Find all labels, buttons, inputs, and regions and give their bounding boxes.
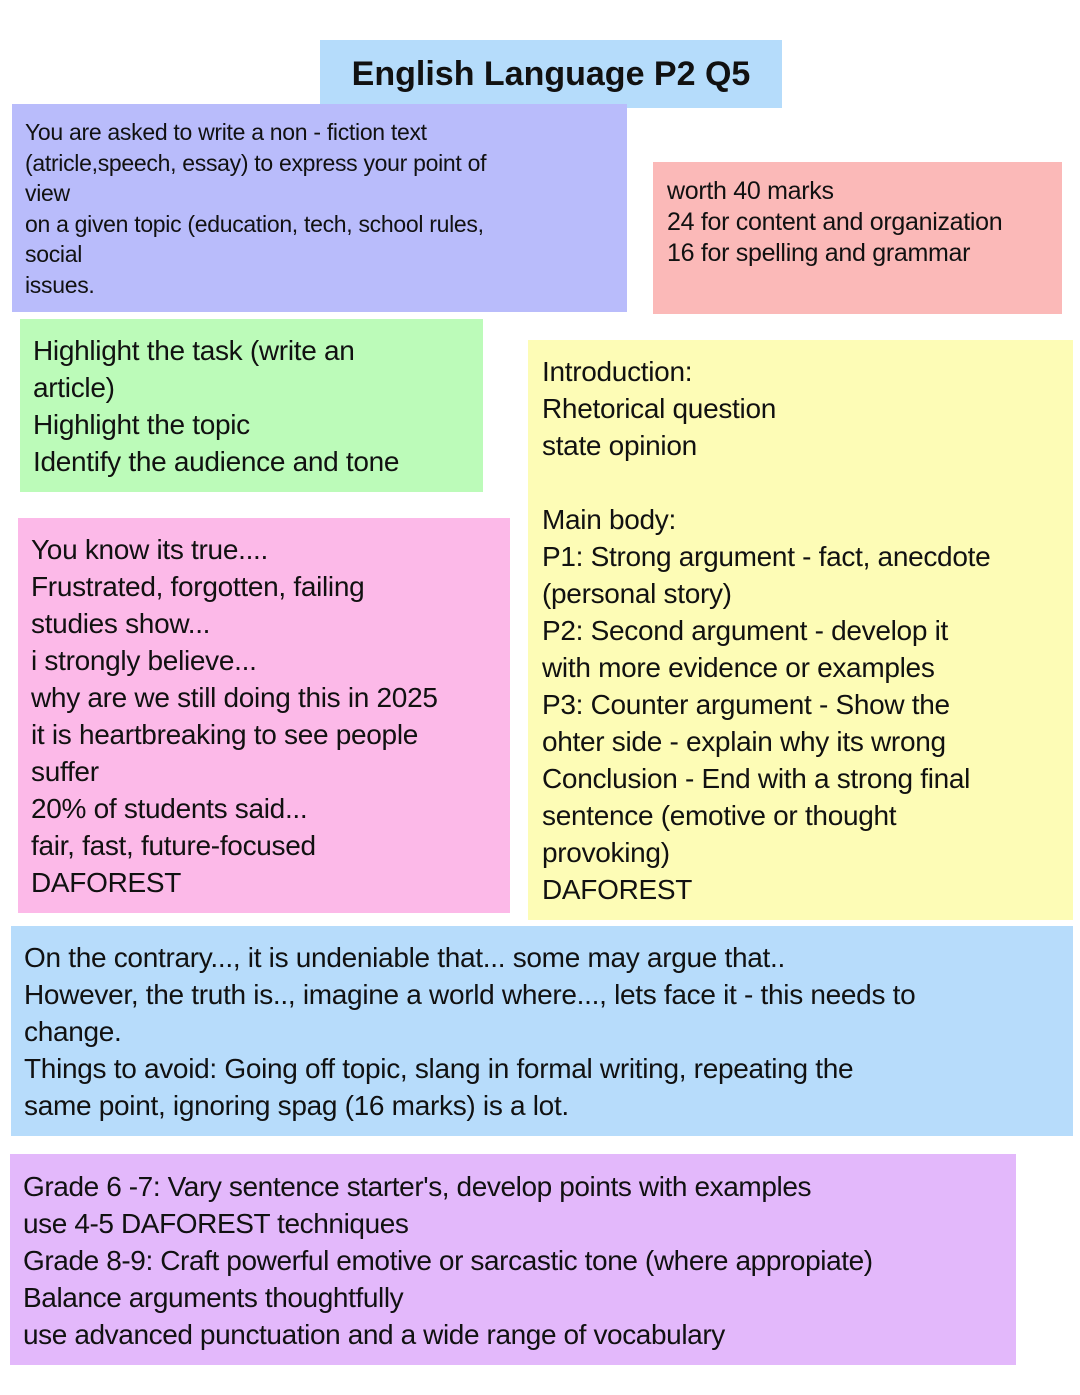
note-line: (personal story) bbox=[542, 578, 732, 609]
note-line: DAFOREST bbox=[31, 867, 182, 898]
note-line: why are we still doing this in 2025 bbox=[31, 682, 438, 713]
note-line: Conclusion - End with a strong final bbox=[542, 763, 971, 794]
note-line: Balance arguments thoughtfully bbox=[23, 1282, 404, 1313]
note-line: Frustrated, forgotten, failing bbox=[31, 571, 365, 602]
page-title: English Language P2 Q5 bbox=[320, 40, 782, 108]
task-description-note bbox=[12, 104, 627, 312]
note-line: fair, fast, future-focused bbox=[31, 830, 316, 861]
note-line: However, the truth is.., imagine a world where..., lets face it - this needs to bbox=[24, 979, 916, 1010]
note-line: view bbox=[25, 180, 70, 206]
note-line: Things to avoid: Going off topic, slang in formal writing, repeating the bbox=[24, 1053, 854, 1084]
note-line: ohter side - explain why its wrong bbox=[542, 726, 946, 757]
example-phrases-note bbox=[18, 518, 510, 913]
note-line: on a given topic (education, tech, school rules, bbox=[25, 210, 484, 237]
planning-steps-note bbox=[20, 319, 483, 492]
note-line bbox=[542, 464, 1073, 501]
note-line: change. bbox=[24, 1016, 122, 1047]
note-line: Introduction: bbox=[542, 356, 693, 387]
note-line: You know its true.... bbox=[31, 534, 269, 565]
note-line: (atricle,speech, essay) to express your point of bbox=[25, 149, 487, 176]
note-line: Highlight the topic bbox=[33, 409, 250, 440]
note-line: 24 for content and organization bbox=[667, 208, 1003, 236]
note-line: P3: Counter argument - Show the bbox=[542, 689, 950, 720]
note-line: i strongly believe... bbox=[31, 645, 257, 676]
note-line: article) bbox=[33, 372, 115, 403]
note-line: Highlight the task (write an bbox=[33, 335, 355, 366]
note-line: P1: Strong argument - fact, anecdote bbox=[542, 541, 991, 572]
note-line: P2: Second argument - develop it bbox=[542, 615, 948, 646]
note-line: it is heartbreaking to see people bbox=[31, 719, 419, 750]
note-line: Identify the audience and tone bbox=[33, 446, 400, 477]
note-line: social bbox=[25, 241, 83, 267]
note-line: with more evidence or examples bbox=[542, 652, 935, 683]
note-line: same point, ignoring spag (16 marks) is a lot. bbox=[24, 1090, 569, 1121]
note-line: 16 for spelling and grammar bbox=[667, 239, 971, 267]
note-line: worth 40 marks bbox=[667, 177, 834, 205]
note-line: DAFOREST bbox=[542, 874, 693, 905]
note-line: suffer bbox=[31, 756, 99, 787]
connectives-and-avoid-note bbox=[11, 926, 1073, 1136]
note-line: sentence (emotive or thought bbox=[542, 800, 897, 831]
essay-structure-note bbox=[528, 340, 1073, 920]
note-line: You are asked to write a non - fiction text bbox=[25, 119, 427, 145]
marks-note bbox=[653, 162, 1062, 314]
note-line: On the contrary..., it is undeniable that... some may argue that.. bbox=[24, 942, 785, 973]
note-line: Grade 8-9: Craft powerful emotive or sarcastic tone (where appropiate) bbox=[23, 1245, 873, 1276]
note-line: studies show... bbox=[31, 608, 211, 639]
note-line: provoking) bbox=[542, 837, 670, 868]
note-line: use 4-5 DAFOREST techniques bbox=[23, 1208, 409, 1239]
note-line: Rhetorical question bbox=[542, 393, 776, 424]
note-line: issues. bbox=[25, 271, 95, 298]
note-line: state opinion bbox=[542, 430, 697, 461]
note-line: Grade 6 -7: Vary sentence starter's, develop points with examples bbox=[23, 1171, 812, 1202]
grade-tips-note bbox=[10, 1154, 1016, 1365]
note-line: 20% of students said... bbox=[31, 793, 308, 824]
note-line: Main body: bbox=[542, 504, 676, 535]
note-line: use advanced punctuation and a wide range of vocabulary bbox=[23, 1319, 725, 1350]
